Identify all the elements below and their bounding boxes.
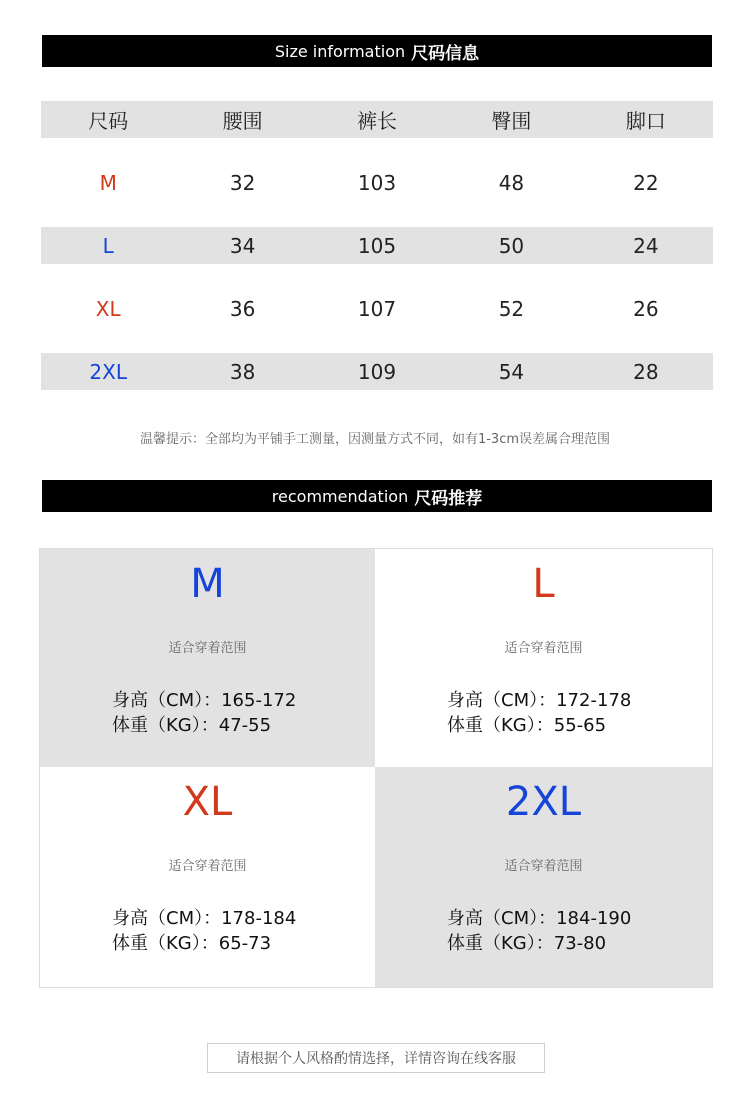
header-waist: 腰围	[222, 109, 263, 133]
row-size: L	[102, 233, 114, 258]
card-weight-range: 体重（KG）：47-55	[112, 715, 272, 736]
recommendation-header	[42, 480, 712, 512]
row-hip: 50	[498, 233, 525, 258]
card-weight-range: 体重（KG）：73-80	[447, 933, 607, 954]
row-waist: 36	[229, 296, 256, 321]
footer-advice: 请根据个人风格酌情选择，详情咨询在线客服	[207, 1043, 545, 1073]
card-size-label: 2XL	[505, 779, 582, 825]
row-leg-opening: 22	[633, 170, 659, 195]
row-size: 2XL	[89, 359, 127, 384]
row-waist: 38	[229, 359, 256, 384]
recommendation-title-zh: 尺码推荐	[414, 488, 483, 509]
card-weight-range: 体重（KG）：55-65	[447, 715, 607, 736]
card-weight-range: 体重（KG）：65-73	[112, 933, 272, 954]
recommendation-title-en: recommendation	[271, 486, 409, 506]
recommendation-card-2xl	[375, 767, 712, 987]
card-height-range: 身高（CM）：172-178	[447, 690, 632, 711]
table-header-row	[41, 101, 713, 138]
row-waist: 34	[229, 233, 256, 258]
row-leg-opening: 26	[633, 296, 659, 321]
table-row	[41, 353, 713, 390]
row-hip: 54	[498, 359, 525, 384]
row-size: M	[99, 170, 117, 195]
row-leg-opening: 24	[633, 233, 659, 258]
size-info-header	[42, 35, 712, 67]
card-fit-label: 适合穿着范围	[504, 641, 583, 656]
row-hip: 48	[498, 170, 525, 195]
row-size: XL	[95, 296, 121, 321]
row-length: 107	[357, 296, 397, 321]
table-row	[41, 164, 713, 201]
card-height-range: 身高（CM）：184-190	[447, 908, 632, 929]
size-info-title-en: Size information	[274, 41, 406, 61]
recommendation-grid	[39, 548, 713, 988]
size-table	[41, 101, 713, 390]
card-size-label: XL	[182, 779, 233, 825]
size-info-title-zh: 尺码信息	[411, 43, 480, 64]
header-hip: 臀围	[491, 109, 532, 133]
recommendation-card-xl	[40, 767, 375, 987]
row-length: 109	[357, 359, 397, 384]
table-row	[41, 227, 713, 264]
table-row	[41, 290, 713, 327]
header-size: 尺码	[88, 109, 129, 133]
card-fit-label: 适合穿着范围	[168, 641, 247, 656]
card-size-label: L	[532, 561, 555, 607]
recommendation-card-l	[375, 549, 712, 767]
row-hip: 52	[498, 296, 525, 321]
card-size-label: M	[190, 561, 225, 607]
card-height-range: 身高（CM）：178-184	[112, 908, 297, 929]
row-waist: 32	[229, 170, 256, 195]
row-length: 103	[357, 170, 397, 195]
row-leg-opening: 28	[633, 359, 659, 384]
measurement-note: 温馨提示：全部均为平铺手工测量，因测量方式不同，如有1-3cm误差属合理范围	[139, 432, 611, 447]
row-length: 105	[357, 233, 397, 258]
card-fit-label: 适合穿着范围	[504, 859, 583, 874]
card-fit-label: 适合穿着范围	[168, 859, 247, 874]
header-length: 裤长	[357, 109, 398, 133]
recommendation-card-m	[40, 549, 375, 767]
card-height-range: 身高（CM）：165-172	[112, 690, 297, 711]
header-leg-opening: 脚口	[625, 109, 666, 133]
